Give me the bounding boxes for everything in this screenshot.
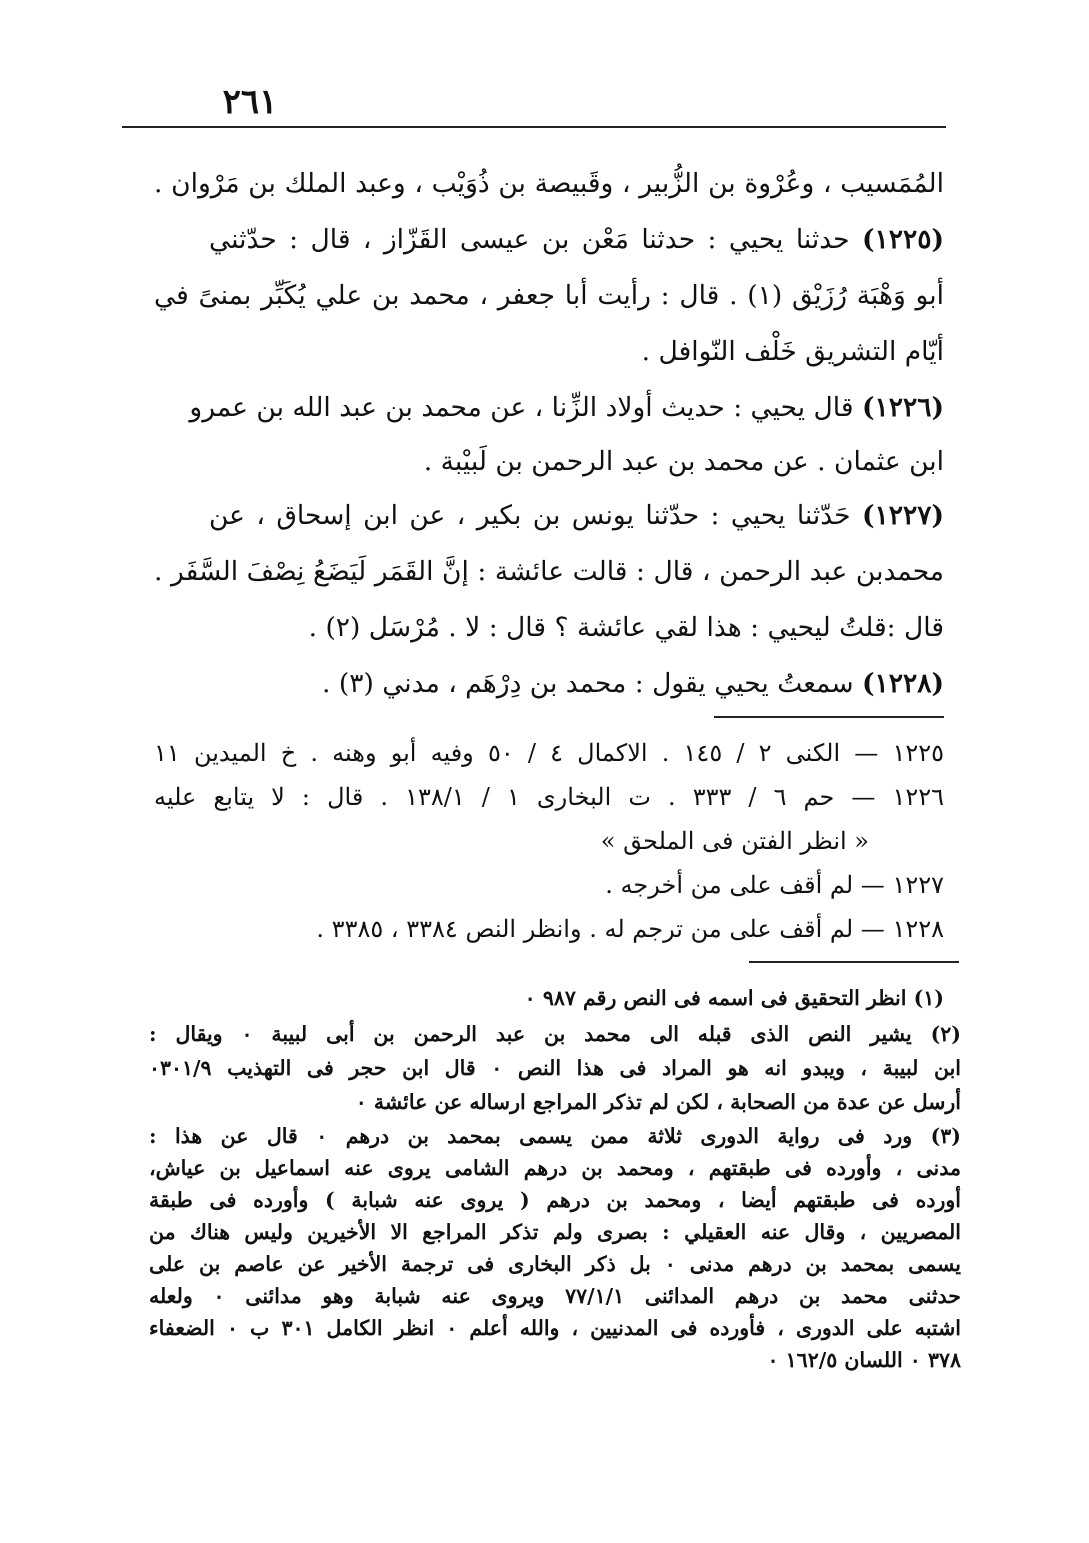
source-note-1226: ١٢٢٦ — حم ٦ / ٣٣٣ . ت البخارى ١ / ١٣٨/١ . قال : لا يتابع عليه: [154, 783, 945, 811]
footnote-3-line-2: مدنى ، وأورده فى طبقتهم ، ومحمد بن درهم الشامى يروى عنه اسماعيل بن عياش،: [149, 1156, 961, 1180]
entry-number: (١٢٢٦): [861, 392, 944, 423]
source-note-1227: ١٢٢٧ — لم أقف على من أخرجه .: [605, 871, 944, 899]
entry-number: (١٢٢٥): [861, 224, 944, 255]
footnotes-separator: [749, 961, 959, 963]
footnote-2-line-1: (٢) يشير النص الذى قبله الى محمد بن عبد الرحمن بن أبى لبيبة ٠ ويقال :: [149, 1022, 961, 1046]
notes-separator: [714, 716, 944, 718]
source-note-1226-cont: « انظر الفتن فى الملحق »: [600, 827, 869, 855]
header-rule: [122, 126, 946, 128]
entry-number: (١٢٢٨): [861, 668, 944, 699]
entry-1226-line-2: ابن عثمان . عن محمد بن عبد الرحمن بن لَبيْبة .: [423, 446, 944, 477]
entry-1228-line-1: [209, 662, 944, 706]
entry-1225-line-1: [209, 218, 944, 262]
footnote-3-line-7: اشتبه على الدورى ، فأورده فى المدنيين ، والله أعلم ٠ انظر الكامل ٣٠١ ب ٠ الضعفاء: [149, 1316, 961, 1340]
entry-text: حدثنا يحيي : حدثنا مَعْن بن عيسى القَزّاز ، قال : حدّثني: [209, 224, 862, 255]
entry-number: (١٢٢٧): [861, 500, 944, 531]
entry-1227-line-1: [209, 494, 944, 538]
footnote-3-line-6: حدثنى محمد بن درهم المدائنى ٧٧/١/١ ويروى عنه شبابة وهو مدائنى ٠ ولعله: [149, 1284, 961, 1308]
entry-text: قال يحيي : حديث أولاد الزِّنا ، عن محمد بن عبد الله بن عمرو: [189, 392, 862, 423]
entry-1227-line-3: قال :قلتُ ليحيي : هذا لقي عائشة ؟ قال : لا . مُرْسَل (٢) .: [308, 612, 944, 643]
entry-text: حَدّثنا يحيي : حدّثنا يونس بن بكير ، عن ابن إسحاق ، عن: [209, 500, 862, 531]
entry-1226-line-1: [189, 386, 944, 430]
source-note-1228: ١٢٢٨ — لم أقف على من ترجم له . وانظر النص ٣٣٨٤ ، ٣٣٨٥ .: [316, 915, 944, 943]
footnote-1: (١) انظر التحقيق فى اسمه فى النص رقم ٩٨٧ ٠: [524, 986, 944, 1010]
footnote-3-line-3: أورده فى طبقتهم أيضا ، ومحمد بن درهم ( يروى عنه شبابة ) وأورده فى طبقة: [149, 1188, 961, 1212]
body-line-1: المُمَسيب ، وعُرْوة بن الزُّبير ، وقَبيصة بن ذُوَيْب ، وعبد الملك بن مَرْوان .: [154, 168, 944, 199]
entry-text: سمعتُ يحيي يقول : محمد بن دِرْهَم ، مدني (٣) .: [322, 668, 862, 699]
footnote-3-line-1: (٣) ورد فى رواية الدورى ثلاثة ممن يسمى بمحمد بن درهم ٠ قال عن هذا :: [149, 1124, 961, 1148]
footnote-2-line-2: ابن لبيبة ، ويبدو انه هو المراد فى هذا النص ٠ قال ابن حجر فى التهذيب ٠٣٠١/٩: [149, 1056, 961, 1080]
footnote-2-line-3: أرسل عن عدة من الصحابة ، لكن لم تذكر المراجع ارساله عن عائشة ٠: [355, 1090, 961, 1114]
footnote-3-line-5: يسمى بمحمد بن درهم مدنى ٠ بل ذكر البخارى فى ترجمة الأخير عن عاصم بن على: [149, 1252, 961, 1276]
source-note-1225: ١٢٢٥ — الكنى ٢ / ١٤٥ . الاكمال ٤ / ٥٠ وفيه أبو وهنه . خ الميدين ١١: [154, 739, 945, 767]
entry-1225-line-3: أيّام التشريق خَلْف النّوافل .: [641, 336, 944, 367]
footnote-3-line-4: المصريين ، وقال عنه العقيلي : بصرى ولم تذكر المراجع الا الأخيرين وليس هناك من: [149, 1220, 961, 1244]
page-number: ٢٦١: [222, 82, 278, 122]
entry-1227-line-2: محمدبن عبد الرحمن ، قال : قالت عائشة : إنَّ القَمَر لَيَضَعُ نِصْفَ السَّفَر .: [154, 556, 944, 587]
entry-1225-line-2: أبو وَهْبَة رُزَيْق (١) . قال : رأيت أبا جعفر ، محمد بن علي يُكَبِّر بمنىً في: [154, 280, 944, 311]
footnote-3-line-8: ٣٧٨ ٠ اللسان ١٦٢/٥ ٠: [767, 1348, 961, 1372]
